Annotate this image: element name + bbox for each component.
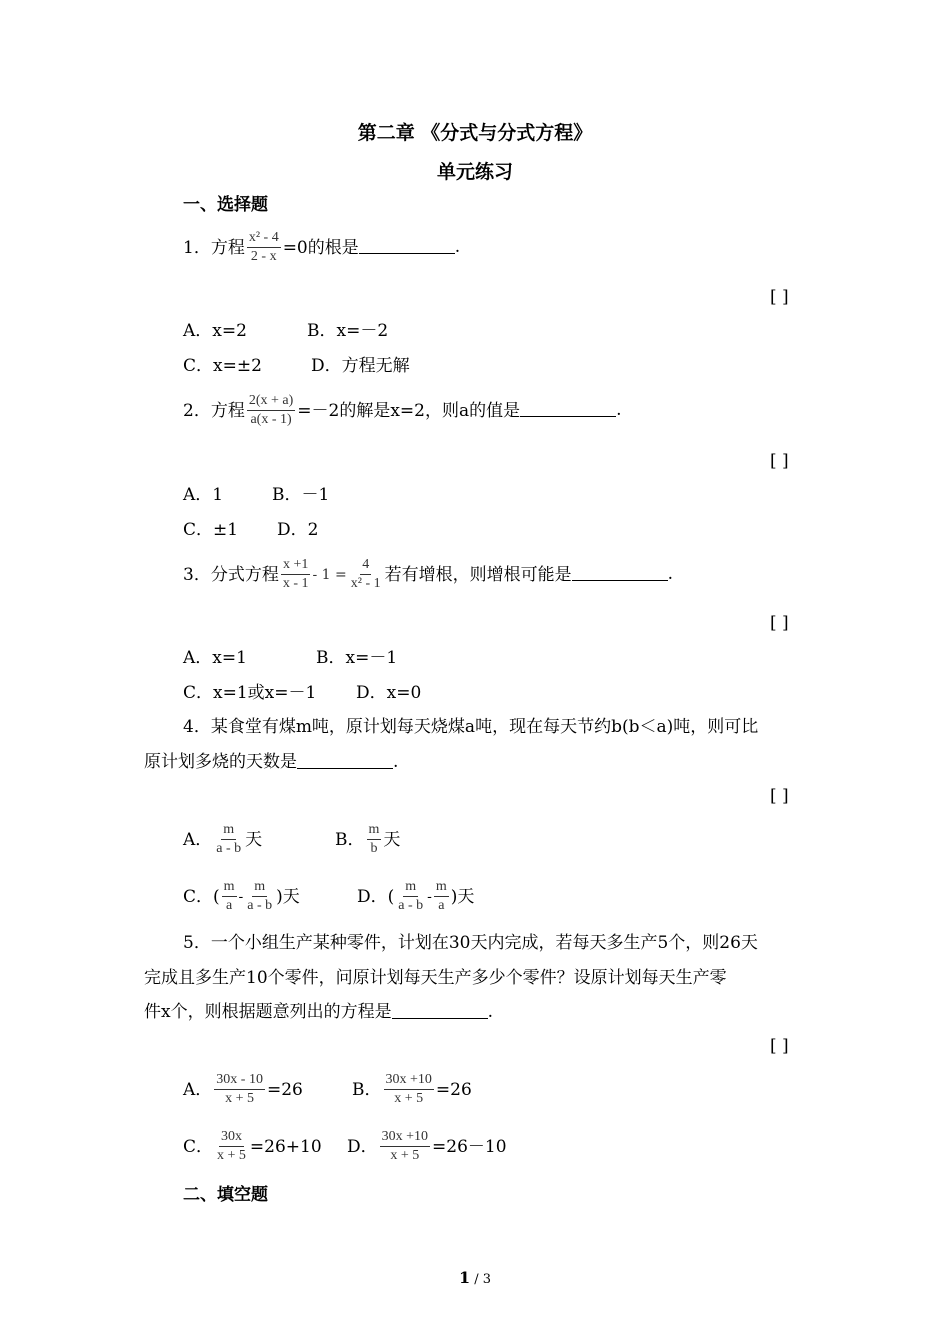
fraction: $\frac{30x +10}{x + 5}$ [381,1129,429,1163]
option-b: B． $\frac{30x +10}{x + 5}$ =26 [352,1072,472,1106]
question-5-line-1: 5．一个小组生产某种零件，计划在30天内完成，若每天多生产5个，则26天 [183,933,758,953]
answer-blank [359,237,455,254]
option-a: A．1 [183,485,224,505]
option-b: B．x=－1 [316,648,398,668]
fraction: $\frac{m}{a}$ [435,879,447,913]
option-a: A．x=1 [183,648,247,668]
option-a: A．x=2 [183,321,247,341]
fraction: $\frac{m}{a - b}$ [216,822,242,856]
fraction: $\frac{m}{a}$ [223,879,235,913]
section-heading-choice: 一、选择题 [183,195,268,215]
question-3: 3．分式方程 $\frac{x +1}{x - 1}$ - 1 = $\frac{4}{\text{x² - 1}}$ 若有增根，则增根可能是 . [183,557,674,591]
option-c: C．x=±2 [183,356,262,376]
option-d: D．2 [277,520,319,540]
option-b: B． $\frac{m}{b}$ 天 [335,822,401,856]
option-d: D．x=0 [356,683,422,703]
fraction: $\frac{\text{x² - 4}}{2 - x}$ [248,230,279,264]
answer-bracket: [ ] [770,287,789,307]
fraction: $\frac{30x - 10}{x + 5}$ [216,1072,263,1106]
answer-bracket: [ ] [770,613,789,633]
fraction: $\frac{2(x + a)}{a(x - 1)}$ [248,393,294,427]
option-c: C． $\frac{30x}{x + 5}$ =26+10 [183,1129,322,1163]
answer-bracket: [ ] [770,451,789,471]
fraction: $\frac{m}{b}$ [368,822,380,856]
option-d: D．( $\frac{m}{a - b}$ - $\frac{m}{a}$ )天 [357,879,475,913]
answer-blank [572,564,668,581]
answer-blank [392,1002,488,1019]
question-4-line-1: 4．某食堂有煤m吨，原计划每天烧煤a吨，现在每天节约b(b＜a)吨，则可比 [183,717,759,737]
fraction: $\frac{30x +10}{x + 5}$ [385,1072,432,1106]
chapter-title: 第二章 《分式与分式方程》 [357,122,593,144]
option-c: C．±1 [183,520,239,540]
section-heading-fill: 二、填空题 [183,1185,268,1205]
fraction: $\frac{m}{a - b}$ [247,879,273,913]
option-c: C．x=1或x=－1 [183,683,317,703]
question-1: 1．方程 $\frac{\text{x² - 4}}{2 - x}$ =0的根是 . [183,230,461,264]
question-5-line-3: 件x个，则根据题意列出的方程是 . [144,1002,493,1022]
page-number: 1 / 3 [458,1268,492,1287]
question-5-line-2: 完成且多生产10个零件，问原计划每天生产多少个零件？设原计划每天生产零 [144,968,727,988]
answer-blank [520,400,616,417]
question-4-line-2: 原计划多烧的天数是 . [144,752,399,772]
option-a: A． $\frac{30x - 10}{x + 5}$ =26 [183,1072,303,1106]
fraction: $\frac{x +1}{x - 1}$ [282,557,309,591]
answer-blank [297,752,393,769]
fraction: $\frac{m}{a - b}$ [398,879,424,913]
option-b: B．－1 [272,485,330,505]
question-2: 2．方程 $\frac{2(x + a)}{a(x - 1)}$ =－2的解是x=2，则a的值是 . [183,393,622,427]
option-b: B．x=－2 [307,321,389,341]
option-c: C．( $\frac{m}{a}$ - $\frac{m}{a - b}$ )天 [183,879,300,913]
option-a: A． $\frac{m}{a - b}$ 天 [183,822,263,856]
answer-bracket: [ ] [770,786,789,806]
fraction: $\frac{30x}{x + 5}$ [217,1129,246,1163]
answer-bracket: [ ] [770,1036,789,1056]
subtitle: 单元练习 [436,161,513,183]
option-d: D．方程无解 [311,356,410,376]
fraction: $\frac{4}{\text{x² - 1}}$ [350,557,381,591]
option-d: D． $\frac{30x +10}{x + 5}$ =26－10 [347,1129,507,1163]
